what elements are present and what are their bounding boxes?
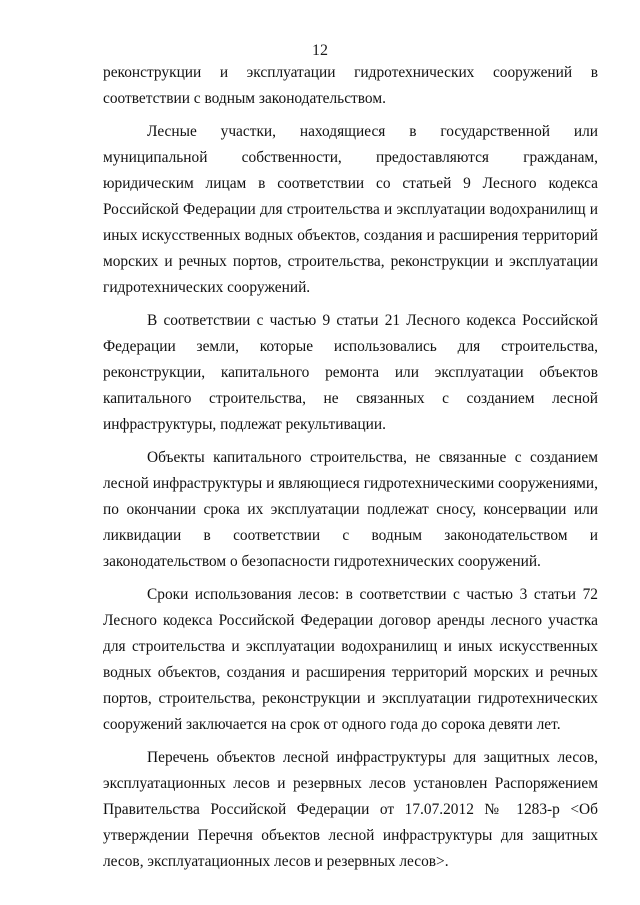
paragraph-terms-of-use: Сроки использования лесов: в соответствии с частью 3 статьи 72 Лесного кодекса Российской Федерации договор аренды лесного участка для строительства и эксплуатации водохранилищ и иных искусственных водных объектов, создания и расширения территорий морских и речных портов, строительства, реконструкции и эксплуатации гидротехнических сооружений заключается на срок от одного года до сорока девяти лет. bbox=[103, 585, 598, 734]
paragraph-recultivation: В соответствии с частью 9 статьи 21 Лесного кодекса Российской Федерации земли, которые использовались для строительства, реконструкции, капитального ремонта или эксплуатации объектов капитального строительства, не связанных с созданием лесной инфраструктуры, подлежат рекультивации. bbox=[103, 311, 598, 434]
paragraph-infrastructure-list: Перечень объектов лесной инфраструктуры для защитных лесов, эксплуатационных лесов и резервных лесов установлен Распоряжением Правительства Российской Федерации от 17.07.2012 № 1283-р <Об утверждении Перечня объектов лесной инфраструктуры для защитных лесов, эксплуатационных лесов и резервных лесов>. bbox=[103, 748, 598, 871]
paragraph-forest-plots: Лесные участки, находящиеся в государственной или муниципальной собственности, предоставляются гражданам, юридическим лицам в соответствии со статьей 9 Лесного кодекса Российской Федерации для строительства и эксплуатации водохранилищ и иных искусственных водных объектов, создания и расширения территорий морских и речных портов, строительства, реконструкции и эксплуатации гидротехнических сооружений. bbox=[103, 122, 598, 297]
page-number: 12 bbox=[312, 42, 328, 59]
paragraph-continuation: реконструкции и эксплуатации гидротехнических сооружений в соответствии с водным законодательством. bbox=[103, 64, 598, 108]
document-body bbox=[103, 60, 598, 882]
paragraph-capital-objects: Объекты капитального строительства, не связанные с созданием лесной инфраструктуры и являющиеся гидротехническими сооружениями, по окончании срока их эксплуатации подлежат сносу, консервации или ликвидации в соответствии с водным законодательством и законодательством о безопасности гидротехнических сооружений. bbox=[103, 448, 598, 571]
